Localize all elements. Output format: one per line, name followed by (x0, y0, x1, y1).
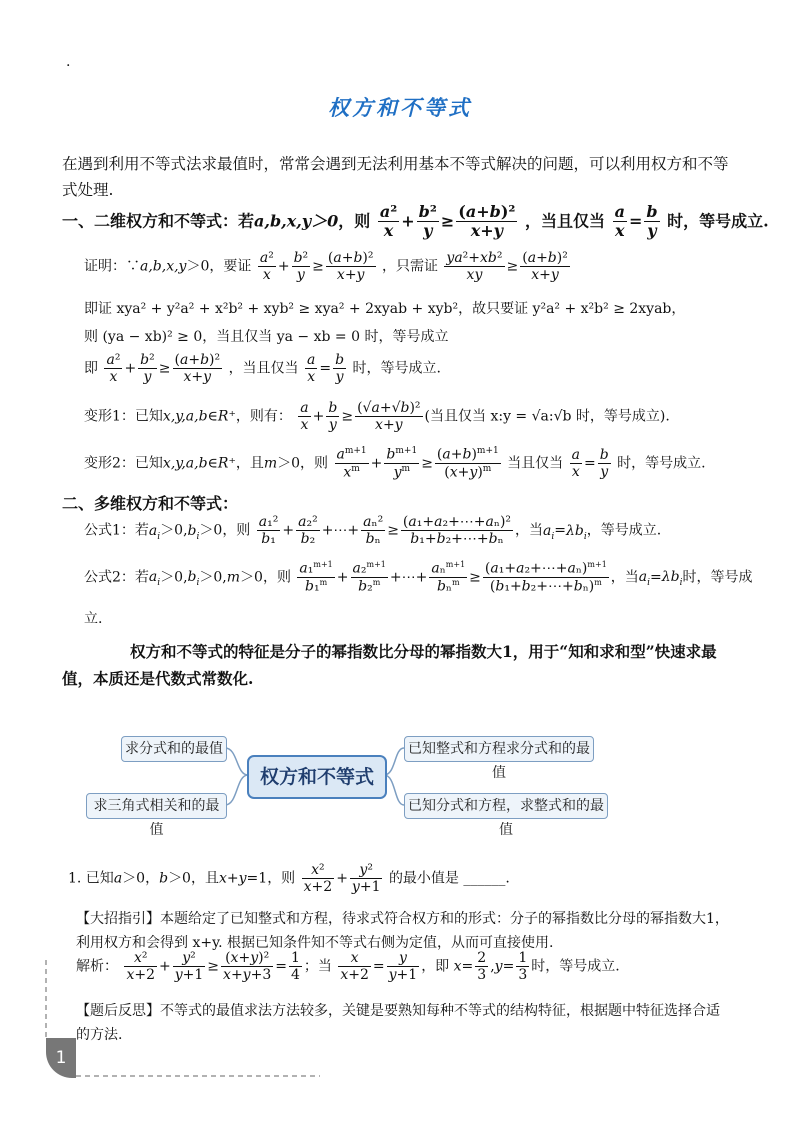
problem-1: 1. 已知a＞0，b＞0，且x+y=1，则 $\frac{\text{x²}}{x+2}$ + $\frac{\text{y²}}{y+1}$ 的最小值是 ______. (68, 862, 510, 896)
f1-frac-4: $\frac{\text{(a₁+a₂+⋯+aₙ)²}}{\text{b₁+b₂+⋯+bₙ}}$ (402, 514, 512, 548)
v2-frac-1: $\frac{a^{m+1}}{x^m}$ (336, 446, 367, 481)
mindmap-node-top-right: 已知整式和方程求分式和的最值 (404, 736, 594, 762)
proof4-frac-3: $\frac{\text{(a+b)²}}{x+y}$ (174, 352, 221, 386)
intro-line-2: 式处理. (62, 181, 114, 199)
reflection-line-2: 的方法. (76, 1027, 123, 1043)
frac-b2-y: $\frac{\text{b²}}{y}$ (418, 202, 437, 241)
mindmap-node-bottom-right: 已知分式和方程，求整式和的最值 (404, 793, 608, 819)
solution: 解析： $\frac{\text{x²}}{x+2}$ + $\frac{\text{y²}}{y+1}$ ≥ $\frac{\text{(x+y)²}}{x+y+3}$ = $\frac{1}{4}$ ；当 $\frac{x}{x+2}$ = $\frac{y}{y+1}$ ，即 x= $\frac{2}{3}$ ,y= $\frac{1}{3}$ 时，等号成立. (76, 950, 620, 984)
f1-frac-1: $\frac{\text{a₁²}}{\text{b₁}}$ (258, 514, 279, 548)
proof-frac-5: $\frac{\text{(a+b)²}}{x+y}$ (522, 250, 568, 284)
frac-a2-x: $\frac{\text{a²}}{x}$ (379, 202, 398, 241)
formula-1-a: 公式1：若 (84, 522, 149, 539)
proof4-frac-5: $\frac{b}{y}$ (335, 352, 345, 386)
proof-frac-4: $\frac{\text{ya²+xb²}}{xy}$ (446, 250, 503, 284)
formula-2-end: 立. (84, 611, 103, 627)
section-1-then: ，则 (338, 211, 371, 231)
proof4-frac-2: $\frac{\text{b²}}{y}$ (140, 352, 155, 386)
proof-frac-2: $\frac{\text{b²}}{y}$ (293, 250, 309, 284)
variant-2: 变形2：已知x,y,a,b∈R⁺，且m＞0，则 $\frac{a^{m+1}}{x^m}$ + $\frac{b^{m+1}}{y^m}$ ≥ $\frac{(a+b)^{m+1}}{(x+y)^m}$ 当且仅当 $\frac{a}{x}$ = $\frac{b}{y}$ 时，等号成立. (84, 446, 706, 481)
formula-2-b: ，则 (262, 569, 291, 586)
mindmap-node-top-left: 求分式和的最值 (121, 736, 227, 762)
variant-2-c: ，则 (300, 455, 329, 472)
variant-1-c: (当且仅当 x:y = √a:√b 时，等号成立). (424, 408, 670, 425)
problem-b: ，且 (190, 870, 219, 887)
variant-2-b: ，且 (235, 455, 264, 472)
frac-sum-sq: $\frac{\text{(a+b)²}}{x+y}$ (458, 202, 516, 241)
top-dot: . (66, 54, 71, 70)
solution-c: ，即 (421, 958, 450, 975)
problem-frac-2: $\frac{\text{y²}}{y+1}$ (351, 862, 381, 896)
sol-frac-7: $\frac{2}{3}$ (477, 950, 487, 984)
summary-line-1: 权方和不等式的特征是分子的幂指数比分母的幂指数大1，用于“知和求和型”快速求最 (130, 642, 717, 661)
f2-frac-3: $\frac{a_n^{m+1}}{b_n^m}$ (431, 560, 466, 595)
problem-frac-1: $\frac{\text{x²}}{x+2}$ (303, 862, 333, 896)
variant-2-e: 时，等号成立. (617, 455, 706, 472)
formula-1-b: ，则 (222, 522, 251, 539)
variant-2-a: 变形2：已知 (84, 455, 163, 472)
proof-l1b: ，要证 (209, 258, 252, 275)
hint-line-1: 【大招指引】本题给定了已知整式和方程，待求式符合权方和的形式：分子的幂指数比分母的幂指数大1， (76, 911, 729, 927)
sol-frac-1: $\frac{\text{x²}}{x+2}$ (126, 950, 155, 984)
sol-frac-3: $\frac{\text{(x+y)²}}{x+y+3}$ (223, 950, 272, 984)
intro-line-1: 在遇到利用不等式法求最值时，常常会遇到无法利用基本不等式解决的问题，可以利用权方和不等 (62, 155, 729, 173)
variant-2-d: 当且仅当 (507, 455, 564, 472)
sol-frac-8: $\frac{1}{3}$ (518, 950, 528, 984)
sol-frac-6: $\frac{y}{y+1}$ (388, 950, 418, 984)
frac-b-y: $\frac{b}{y}$ (646, 202, 658, 241)
proof-frac-1: $\frac{\text{a²}}{x}$ (259, 250, 274, 284)
page-number: 1 (46, 1038, 76, 1078)
proof-l1a: 证明：∵ (84, 258, 140, 275)
proof-l4c: 时，等号成立. (352, 360, 441, 377)
proof4-frac-1: $\frac{\text{a²}}{x}$ (106, 352, 121, 386)
proof-l4a: 即 (84, 360, 98, 377)
v2-frac-5: $\frac{b}{y}$ (599, 446, 609, 480)
v2-frac-3: $\frac{(a+b)^{m+1}}{(x+y)^m}$ (436, 446, 499, 481)
sol-frac-2: $\frac{\text{y²}}{y+1}$ (174, 950, 204, 984)
frac-a-x: $\frac{a}{x}$ (614, 202, 625, 241)
variant-1-a: 变形1：已知 (84, 408, 163, 425)
formula-2-d: 时，等号成 (682, 569, 753, 586)
v1-frac-3: $\frac{\text{(√a+√b)²}}{x+y}$ (357, 400, 421, 434)
problem-d: 的最小值是 (388, 870, 459, 887)
sol-frac-4: $\frac{1}{4}$ (290, 950, 300, 984)
proof-l1c: ，只需证 (381, 258, 438, 275)
section-1-tail: ，当且仅当 (524, 211, 605, 231)
mindmap-center: 权方和不等式 (247, 755, 387, 799)
solution-b: ；当 (303, 958, 332, 975)
f1-frac-3: $\frac{\text{aₙ²}}{\text{bₙ}}$ (363, 514, 384, 548)
v2-frac-4: $\frac{a}{x}$ (571, 446, 580, 480)
section-1-prefix: 一、二维权方和不等式：若 (62, 211, 255, 231)
proof-line-4: 即 $\frac{\text{a²}}{x}$ + $\frac{\text{b²}}{y}$ ≥ $\frac{\text{(a+b)²}}{x+y}$ ，当且仅当 $\frac{a}{x}$ = $\frac{b}{y}$ 时，等号成立. (84, 352, 441, 386)
formula-2-c: ，当 (610, 569, 639, 586)
formula-2-a: 公式2：若 (84, 569, 149, 586)
formula-2: 公式2：若$a_i>0,b_i>0,m>0$，则 $\frac{a_1^{m+1}}{b_1^m}$ + $\frac{a_2^{m+1}}{b_2^m}$ +⋯+ $\frac{a_n^{m+1}}{b_n^m}$ ≥ $\frac{(a_1+a_2+\cdots+a_n)^{m+1}}{(b_1+b_2+\cdots+b_n)^m}$ ，当$a_i=\lambda b_i$时，等号成 (84, 560, 753, 595)
variant-1-b: ，则有： (235, 408, 292, 425)
solution-a: 解析： (76, 958, 118, 975)
formula-1-c: ，当 (515, 522, 544, 539)
f2-frac-1: $\frac{a_1^{m+1}}{b_1^m}$ (299, 560, 333, 595)
proof-line-2: 即证 xya² + y²a² + x²b² + xyb² ≥ xya² + 2xyab + xyb²，故只要证 y²a² + x²b² ≥ 2xyab， (84, 301, 686, 317)
proof4-frac-4: $\frac{a}{x}$ (307, 352, 316, 386)
problem-c: ，则 (267, 870, 296, 887)
formula-1: 公式1：若$a_i>0,b_i>0$，则 $\frac{\text{a₁²}}{\text{b₁}}$ + $\frac{\text{a₂²}}{\text{b₂}}$ +⋯+ $\frac{\text{aₙ²}}{\text{bₙ}}$ ≥ $\frac{\text{(a₁+a₂+⋯+aₙ)²}}{\text{b₁+b₂+⋯+bₙ}}$ ，当$a_i=\lambda b_i$，等号成立. (84, 514, 662, 548)
solution-d: 时，等号成立. (531, 958, 620, 975)
mindmap-node-bottom-left: 求三角式相关和的最值 (86, 793, 227, 819)
summary-line-2: 值，本质还是代数式常数化. (62, 669, 254, 688)
f2-frac-4: $\frac{(a_1+a_2+\cdots+a_n)^{m+1}}{(b_1+b_2+\cdots+b_n)^m}$ (484, 560, 607, 595)
page-title: 权方和不等式 (328, 95, 472, 120)
v1-frac-2: $\frac{b}{y}$ (328, 400, 338, 434)
f2-frac-2: $\frac{a_2^{m+1}}{b_2^m}$ (352, 560, 386, 595)
section-1-heading: 一、二维权方和不等式：若a,b,x,y＞0，则 $\frac{\text{a²}}{x}$ + $\frac{\text{b²}}{y}$ ≥ $\frac{\text{(a+b)²}}{x+y}$ ，当且仅当 $\frac{a}{x}$ = $\frac{b}{y}$ 时，等号成立. (62, 202, 769, 241)
proof-line-3: 则 (ya − xb)² ≥ 0，当且仅当 ya − xb = 0 时，等号成立 (84, 329, 449, 345)
sol-frac-5: $\frac{x}{x+2}$ (340, 950, 369, 984)
proof-l4b: ，当且仅当 (228, 360, 299, 377)
hint-line-2: 利用权方和会得到 x+y. 根据已知条件知不等式右侧为定值，从而可直接使用. (76, 935, 554, 951)
answer-blank: ______. (463, 870, 510, 887)
variant-1: 变形1：已知x,y,a,b∈R⁺，则有： $\frac{a}{x}$ + $\frac{b}{y}$ ≥ $\frac{\text{(√a+√b)²}}{x+y}$ (当且仅当 x:y = √a:√b 时，等号成立). (84, 400, 670, 434)
formula-1-d: ，等号成立. (586, 522, 662, 539)
v1-frac-1: $\frac{a}{x}$ (300, 400, 309, 434)
f1-frac-2: $\frac{\text{a₂²}}{\text{b₂}}$ (298, 514, 318, 548)
section-1-eqtail: 时，等号成立. (667, 211, 769, 231)
proof-frac-3: $\frac{\text{(a+b)²}}{x+y}$ (327, 250, 374, 284)
problem-a: 1. 已知 (68, 870, 114, 887)
proof-line-1: 证明：∵a,b,x,y＞0，要证 $\frac{\text{a²}}{x}$ + $\frac{\text{b²}}{y}$ ≥ $\frac{\text{(a+b)²}}{x+y}$ ，只需证 $\frac{\text{ya²+xb²}}{xy}$ ≥ $\frac{\text{(a+b)²}}{x+y}$ (84, 250, 568, 284)
v2-frac-2: $\frac{b^{m+1}}{y^m}$ (386, 446, 418, 481)
section-1-condition: a,b,x,y＞0 (254, 211, 339, 231)
section-2-heading: 二、多维权方和不等式： (62, 494, 239, 513)
reflection-line-1: 【题后反思】不等式的最值求法方法较多，关键是要熟知每种不等式的结构特征，根据题中特征选择合适 (76, 1003, 720, 1019)
